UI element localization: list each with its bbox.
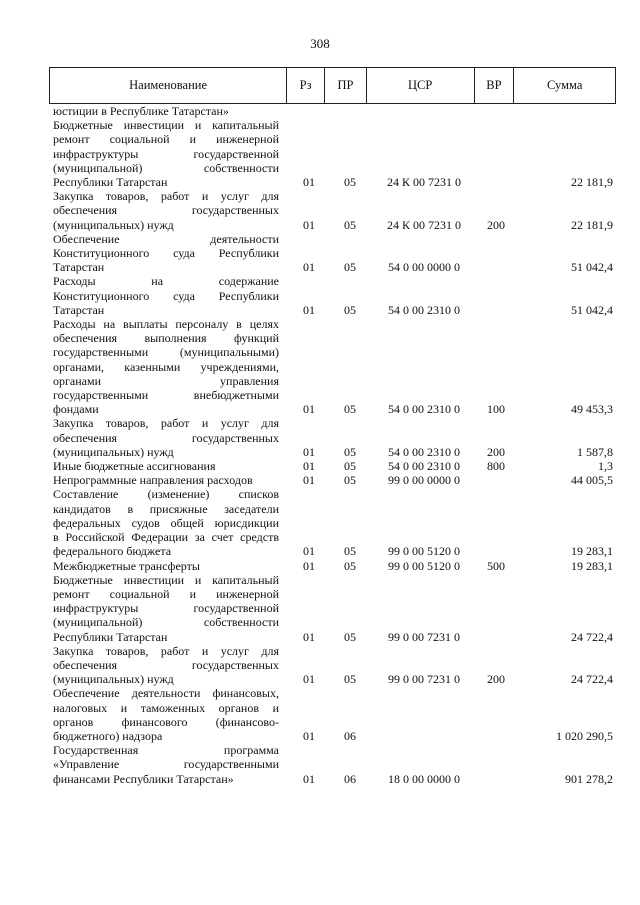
row-csr: 99 0 00 7231 0	[388, 629, 460, 644]
row-name-line: финансами Республики Татарстан»	[53, 771, 234, 786]
row-name	[53, 559, 279, 573]
row-name	[53, 189, 279, 232]
row-rz: 01	[303, 629, 315, 644]
row-name-line: (муниципальных) нужд	[53, 217, 174, 232]
row-pr: 06	[344, 771, 356, 786]
row-sum: 44 005,5	[571, 473, 613, 488]
row-pr: 05	[344, 175, 356, 190]
row-name-line: в Российской Федерации за счет средств	[53, 530, 279, 545]
row-name-line: Непрограммные направления расходов	[53, 473, 253, 488]
row-name-line: обеспечения государственных	[53, 203, 279, 218]
row-vr: 200	[487, 217, 505, 232]
row-rz: 01	[303, 728, 315, 743]
header-csr: ЦСР	[367, 68, 475, 103]
row-csr: 24 К 00 7231 0	[386, 217, 461, 232]
table-row	[53, 487, 613, 558]
row-csr: 99 0 00 0000 0	[388, 473, 460, 488]
header-rz: Рз	[287, 68, 325, 103]
row-csr: 99 0 00 7231 0	[388, 672, 460, 687]
row-name-line: Конституционного суда Республики	[53, 288, 279, 303]
row-name-line: Бюджетные инвестиции и капитальный	[53, 118, 279, 133]
row-name	[53, 317, 279, 416]
row-sum: 24 722,4	[571, 629, 613, 644]
row-csr: 99 0 00 5120 0	[388, 544, 460, 559]
row-name-line: Бюджетные инвестиции и капитальный	[53, 572, 279, 587]
row-name	[53, 644, 279, 687]
row-sum: 1,3	[598, 459, 613, 474]
row-name-line: Иные бюджетные ассигнования	[53, 459, 216, 474]
row-name	[53, 473, 279, 487]
row-sum: 51 042,4	[571, 302, 613, 317]
row-sum: 901 278,2	[565, 771, 613, 786]
row-name-line: государственными (муниципальными)	[53, 345, 279, 360]
row-csr: 54 0 00 2310 0	[388, 459, 460, 474]
row-name-line: фондами	[53, 402, 99, 417]
row-name-line: государственными внебюджетными	[53, 388, 279, 403]
table-row	[53, 686, 613, 743]
row-pr: 05	[344, 260, 356, 275]
row-name-line: ремонт социальной и инженерной	[53, 586, 279, 601]
row-pr: 05	[344, 302, 356, 317]
table-row	[53, 573, 613, 644]
row-name-line: ремонт социальной и инженерной	[53, 132, 279, 147]
header-pr: ПР	[325, 68, 367, 103]
row-name	[53, 118, 279, 189]
row-name-line: федерального бюджета	[53, 544, 172, 559]
row-name-line: (муниципальной) собственности	[53, 160, 279, 175]
row-vr: 200	[487, 672, 505, 687]
table-row	[53, 104, 613, 118]
row-csr: 24 К 00 7231 0	[386, 175, 461, 190]
row-vr: 200	[487, 444, 505, 459]
row-pr: 05	[344, 672, 356, 687]
row-csr: 99 0 00 5120 0	[388, 558, 460, 573]
row-sum: 22 181,9	[571, 175, 613, 190]
table-row	[53, 743, 613, 786]
row-name-line: юстиции в Республике Татарстан»	[53, 104, 229, 118]
row-pr: 05	[344, 558, 356, 573]
row-name	[53, 743, 279, 786]
table-row	[53, 473, 613, 487]
row-name-line: Межбюджетные трансферты	[53, 558, 200, 573]
row-name-line: инфраструктуры государственной	[53, 146, 279, 161]
table-row	[53, 317, 613, 416]
row-sum: 51 042,4	[571, 260, 613, 275]
row-name-line: Татарстан	[53, 260, 105, 275]
row-vr: 800	[487, 459, 505, 474]
row-rz: 01	[303, 672, 315, 687]
row-csr: 54 0 00 2310 0	[388, 402, 460, 417]
row-name-line: обеспечения государственных	[53, 657, 279, 672]
row-pr: 05	[344, 402, 356, 417]
row-name-line: (муниципальных) нужд	[53, 672, 174, 687]
row-name	[53, 487, 279, 558]
row-name-line: органов финансового (финансово-	[53, 714, 279, 729]
row-name-line: Республики Татарстан	[53, 175, 168, 190]
table-row	[53, 189, 613, 232]
table-row	[53, 274, 613, 317]
row-name-line: Расходы на выплаты персоналу в целях	[53, 317, 279, 332]
header-name: Наименование	[50, 68, 287, 103]
table-header	[49, 67, 616, 104]
row-name-line: Республики Татарстан	[53, 629, 168, 644]
row-name-line: Составление (изменение) списков	[53, 487, 279, 502]
row-pr: 05	[344, 544, 356, 559]
row-sum: 19 283,1	[571, 544, 613, 559]
row-name-line: федеральных судов общей юрисдикции	[53, 515, 279, 530]
row-csr: 54 0 00 2310 0	[388, 302, 460, 317]
row-name-line: «Управление государственными	[53, 757, 279, 772]
row-name-line: налоговых и таможенных органов и	[53, 700, 279, 715]
row-rz: 01	[303, 459, 315, 474]
row-name-line: бюджетного) надзора	[53, 728, 163, 743]
row-sum: 24 722,4	[571, 672, 613, 687]
header-vr: ВР	[475, 68, 515, 103]
row-sum: 1 020 290,5	[556, 728, 613, 743]
row-name	[53, 104, 279, 118]
row-sum: 49 453,3	[571, 402, 613, 417]
row-pr: 05	[344, 473, 356, 488]
row-name-line: Закупка товаров, работ и услуг для	[53, 416, 279, 431]
row-name-line: Расходы на содержание	[53, 274, 279, 289]
row-name-line: Конституционного суда Республики	[53, 246, 279, 261]
table-row	[53, 559, 613, 573]
row-name-line: (муниципальных) нужд	[53, 444, 174, 459]
row-name-line: (муниципальной) собственности	[53, 615, 279, 630]
table-body	[53, 104, 613, 786]
row-sum: 22 181,9	[571, 217, 613, 232]
row-name	[53, 573, 279, 644]
row-pr: 05	[344, 629, 356, 644]
row-pr: 06	[344, 728, 356, 743]
row-sum: 19 283,1	[571, 558, 613, 573]
row-name	[53, 416, 279, 459]
row-name-line: Закупка товаров, работ и услуг для	[53, 189, 279, 204]
row-rz: 01	[303, 175, 315, 190]
row-name-line: органами управления	[53, 373, 279, 388]
row-name-line: обеспечения выполнения функций	[53, 331, 279, 346]
row-sum: 1 587,8	[577, 444, 613, 459]
row-rz: 01	[303, 473, 315, 488]
table-row	[53, 416, 613, 459]
row-name-line: Обеспечение деятельности финансовых,	[53, 686, 279, 701]
row-pr: 05	[344, 459, 356, 474]
row-rz: 01	[303, 217, 315, 232]
row-rz: 01	[303, 260, 315, 275]
row-name-line: органами, казенными учреждениями,	[53, 359, 279, 374]
row-rz: 01	[303, 444, 315, 459]
row-rz: 01	[303, 544, 315, 559]
row-rz: 01	[303, 402, 315, 417]
row-name-line: Государственная программа	[53, 743, 279, 758]
row-csr: 54 0 00 2310 0	[388, 444, 460, 459]
row-rz: 01	[303, 302, 315, 317]
row-name-line: инфраструктуры государственной	[53, 601, 279, 616]
row-pr: 05	[344, 217, 356, 232]
row-name	[53, 686, 279, 743]
row-vr: 100	[487, 402, 505, 417]
table-row	[53, 644, 613, 687]
row-rz: 01	[303, 771, 315, 786]
row-name	[53, 459, 279, 473]
table-row	[53, 232, 613, 275]
row-name	[53, 274, 279, 317]
table-row	[53, 118, 613, 189]
table-row	[53, 459, 613, 473]
row-csr: 54 0 00 0000 0	[388, 260, 460, 275]
row-name-line: Обеспечение деятельности	[53, 231, 279, 246]
row-vr: 500	[487, 558, 505, 573]
page-number: 308	[310, 36, 330, 51]
row-name-line: Татарстан	[53, 302, 105, 317]
row-name	[53, 232, 279, 275]
row-name-line: кандидатов в присяжные заседатели	[53, 501, 279, 516]
header-sum: Сумма	[546, 78, 583, 92]
row-csr: 18 0 00 0000 0	[388, 771, 460, 786]
row-pr: 05	[344, 444, 356, 459]
row-name-line: обеспечения государственных	[53, 430, 279, 445]
row-name-line: Закупка товаров, работ и услуг для	[53, 643, 279, 658]
row-rz: 01	[303, 558, 315, 573]
